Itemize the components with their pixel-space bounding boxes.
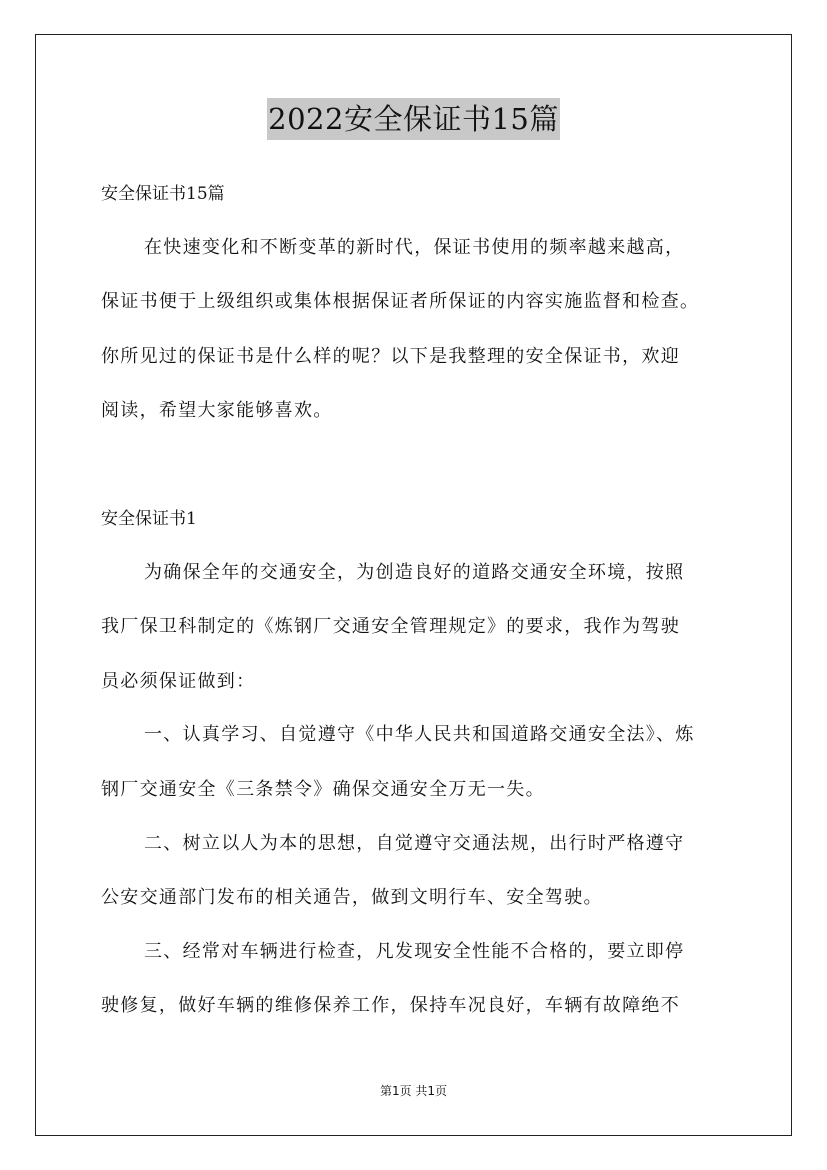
- document-title: 2022安全保证书15篇: [267, 98, 560, 140]
- section-line: 员必须保证做到：: [101, 671, 256, 692]
- section-line: 为确保全年的交通安全，为创造良好的道路交通安全环境，按照: [144, 562, 685, 583]
- intro-line: 你所见过的保证书是什么样的呢？以下是我整理的安全保证书，欢迎: [101, 346, 680, 367]
- page-footer: 第1页 共1页: [379, 1084, 448, 1098]
- intro-line: 在快速变化和不断变革的新时代，保证书使用的频率越来越高，: [144, 237, 685, 258]
- section-line: 我厂保卫科制定的《炼钢厂交通安全管理规定》的要求，我作为驾驶: [101, 616, 680, 637]
- intro-line: 保证书便于上级组织或集体根据保证者所保证的内容实施监督和检查。: [101, 291, 700, 312]
- document-subtitle: 安全保证书15篇: [101, 184, 225, 204]
- section-heading: 安全保证书1: [101, 509, 197, 529]
- section-line: 钢厂交通安全《三条禁令》确保交通安全万无一失。: [101, 779, 545, 800]
- intro-line: 阅读，希望大家能够喜欢。: [101, 400, 333, 421]
- section-line: 一、认真学习、自觉遵守《中华人民共和国道路交通安全法》、炼: [144, 724, 695, 745]
- section-line: 三、经常对车辆进行检查，凡发现安全性能不合格的，要立即停: [144, 941, 685, 962]
- section-line: 公安交通部门发布的相关通告，做到文明行车、安全驾驶。: [101, 887, 603, 908]
- section-line: 二、树立以人为本的思想，自觉遵守交通法规，出行时严格遵守: [144, 833, 685, 854]
- title-container: [0, 98, 827, 140]
- section-line: 驶修复，做好车辆的维修保养工作，保持车况良好，车辆有故障绝不: [101, 995, 680, 1016]
